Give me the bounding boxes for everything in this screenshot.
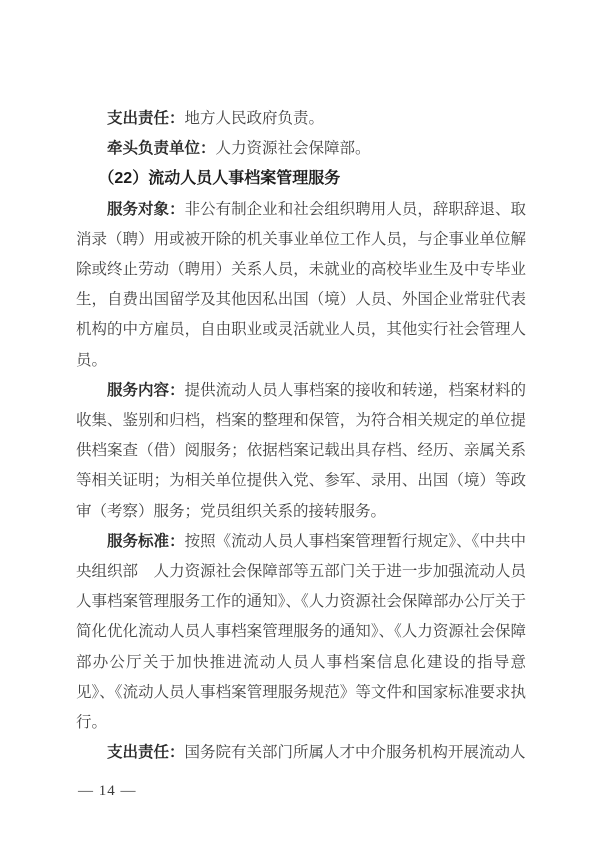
expenditure-responsibility-state-text: 国务院有关部门所属人才中介服务机构开展流动人 xyxy=(184,744,526,762)
paragraph-expenditure-responsibility-local xyxy=(76,104,526,134)
section-heading-item-22: （22）流动人员人事档案管理服务 xyxy=(98,170,341,188)
service-content-text: 提供流动人员人事档案的接收和转递，档案材料的收集、鉴别和归档，档案的整理和保管，为符合相关规定的单位提供档案查（借）阅服务；依据档案记载出具存档、经历、亲属关系等相关证明；为相关单位提供入党、参军、录用、出国（境）等政审（考察）服务；党员组织关系的接转服务。 xyxy=(76,381,526,520)
page-number: — 14 — xyxy=(78,783,137,799)
expenditure-responsibility-label: 支出责任： xyxy=(107,110,185,127)
paragraph-lead-unit xyxy=(76,134,526,164)
service-standard-text: 按照《流动人员人事档案管理暂行规定》、《中共中央组织部 人力资源社会保障部等五部门关于进一步加强流动人员人事档案管理服务工作的通知》、《人力资源社会保障部办公厅关于简化优化流动人员人事档案管理服务的通知》、《人力资源社会保障部办公厅关于加快推进流动人员人事档案信息化建设的指导意见》、《流动人员人事档案管理服务规范》等文件和国家标准要求执行。 xyxy=(76,532,526,732)
service-target-text: 非公有制企业和社会组织聘用人员，辞职辞退、取消录（聘）用或被开除的机关事业单位工作人员，与企事业单位解除或终止劳动（聘用）关系人员，未就业的高校毕业生及中专毕业生，自费出国留学及其他因私出国（境）人员、外国企业常驻代表机构的中方雇员，自由职业或灵活就业人员，其他实行社会管理人员。 xyxy=(76,200,526,369)
lead-unit-label: 牵头负责单位： xyxy=(107,140,216,158)
document-body xyxy=(76,104,526,768)
paragraph-expenditure-responsibility-state xyxy=(76,738,526,768)
paragraph-service-content xyxy=(76,376,526,527)
expenditure-responsibility-state-label: 支出责任： xyxy=(107,744,185,762)
paragraph-service-standard xyxy=(76,527,526,738)
service-target-label: 服务对象： xyxy=(107,200,185,218)
expenditure-responsibility-text: 地方人民政府负责。 xyxy=(184,110,325,127)
service-content-label: 服务内容： xyxy=(107,381,185,399)
lead-unit-text: 人力资源社会保障部。 xyxy=(215,140,371,158)
paragraph-service-target xyxy=(76,195,526,376)
service-standard-label: 服务标准： xyxy=(107,532,185,550)
